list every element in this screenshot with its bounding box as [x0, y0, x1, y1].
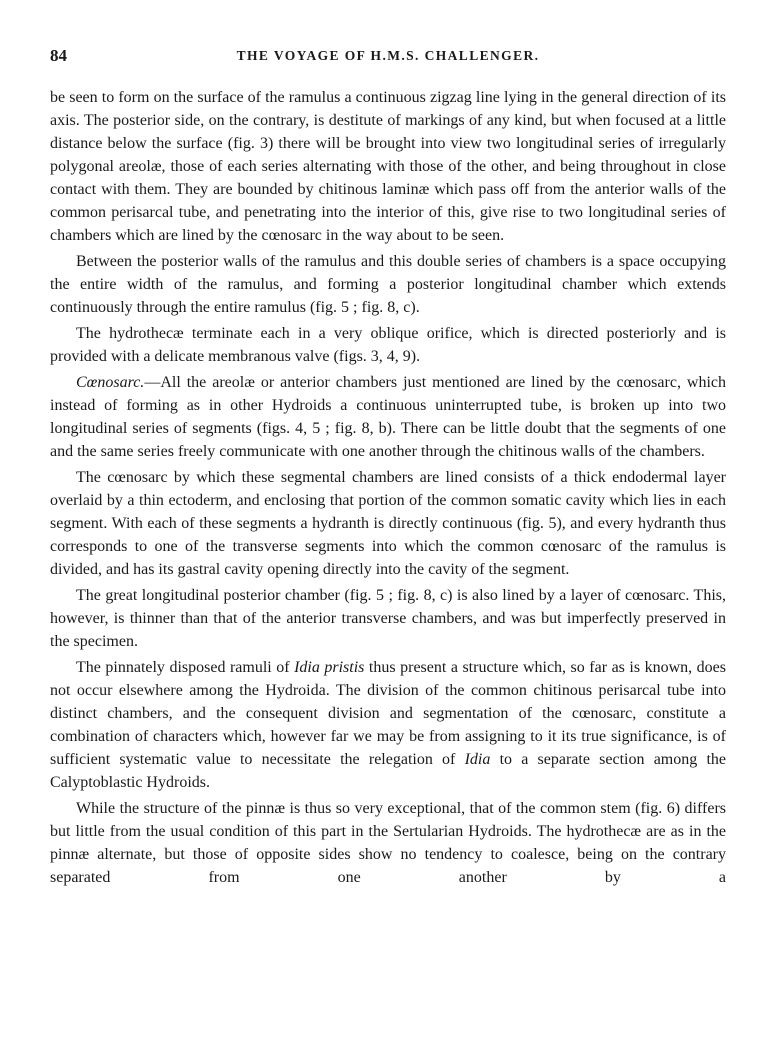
paragraph-5: The cœnosarc by which these segmental chambers are lined consists of a thick endodermal layer overlaid by a thin ectoderm, and enclosing that portion of the common somatic cavity which lies in each segment. With each of these segments a hydranth is directly continuous (fig. 5), and every hydranth thus corresponds to one of the transverse segments into which the common cœnosarc of the ramulus is divided, and has its gastral cavity opening directly into the cavity of the segment. — [50, 469, 726, 578]
running-title: THE VOYAGE OF H.M.S. CHALLENGER. — [236, 48, 540, 63]
genus-name: Idia — [464, 751, 491, 768]
paragraph-4-text: All the areolæ or anterior chambers just mentioned are lined by the cœnosarc, which instead of forming as in other Hydroids a continuous uninterrupted tube, is broken up into two longitudinal series of segments (figs. 4, 5 ; fig. 8, b). There can be little doubt that the segments of one and the same series freely communicate with one another through the chitinous walls of the chambers. — [50, 374, 726, 460]
paragraph-7-part-1: The pinnately disposed ramuli of — [76, 659, 295, 676]
page — [50, 46, 726, 892]
paragraph-4 — [50, 371, 726, 463]
paragraph-1: be seen to form on the surface of the ramulus a continuous zigzag line lying in the general direction of its axis. The posterior side, on the contrary, is destitute of markings of any kind, but when focused at a little distance below the surface (fig. 3) there will be brought into view two longitudinal series of irregularly polygonal areolæ, those of each series alternating with those of the other, and being throughout in close contact with them. They are bounded by chitinous laminæ which pass off from the anterior walls of the common perisarcal tube, and penetrating into the interior of this, give rise to two longitudinal series of chambers which are lined by the cœnosarc in the way about to be seen. — [50, 89, 726, 244]
paragraph-8: While the structure of the pinnæ is thus so very exceptional, that of the common stem (fig. 6) differs but little from the usual condition of this part in the Sertularian Hydroids. The hydrothecæ are as in the pinnæ alternate, but those of opposite sides show no tendency to coalesce, being on the contrary separated from one another by a — [50, 800, 726, 886]
page-header — [50, 46, 726, 70]
paragraph-7 — [50, 656, 726, 794]
species-name: Idia pristis — [294, 659, 365, 676]
coenosarc-heading: Cœnosarc. — [76, 374, 145, 391]
page-number: 84 — [50, 46, 67, 65]
paragraph-6: The great longitudinal posterior chamber (fig. 5 ; fig. 8, c) is also lined by a layer of cœnosarc. This, however, is thinner than that of the anterior transverse chambers, and was but imperfectly preserved in the specimen. — [50, 587, 726, 650]
paragraph-3: The hydrothecæ terminate each in a very oblique orifice, which is directed posteriorly and is provided with a delicate membranous valve (figs. 3, 4, 9). — [50, 325, 726, 365]
heading-dash: — — [144, 374, 161, 391]
paragraph-7-part-2: thus present a structure which, so far as is known, does not occur elsewhere among the Hydroida. The division of the common chitinous perisarcal tube into distinct chambers, and the consequent division and segmentation of the cœnosarc, constitute a combination of characters which, however far we may be from assigning to it its true significance, is of sufficient systematic value to necessitate the relegation of — [50, 659, 726, 768]
paragraph-2: Between the posterior walls of the ramulus and this double series of chambers is a space occupying the entire width of the ramulus, and forming a posterior longitudinal chamber which extends continuously through the entire ramulus (fig. 5 ; fig. 8, c). — [50, 253, 726, 316]
paragraph-7-part-3: to a separate section among the Calyptoblastic Hydroids. — [50, 751, 727, 791]
